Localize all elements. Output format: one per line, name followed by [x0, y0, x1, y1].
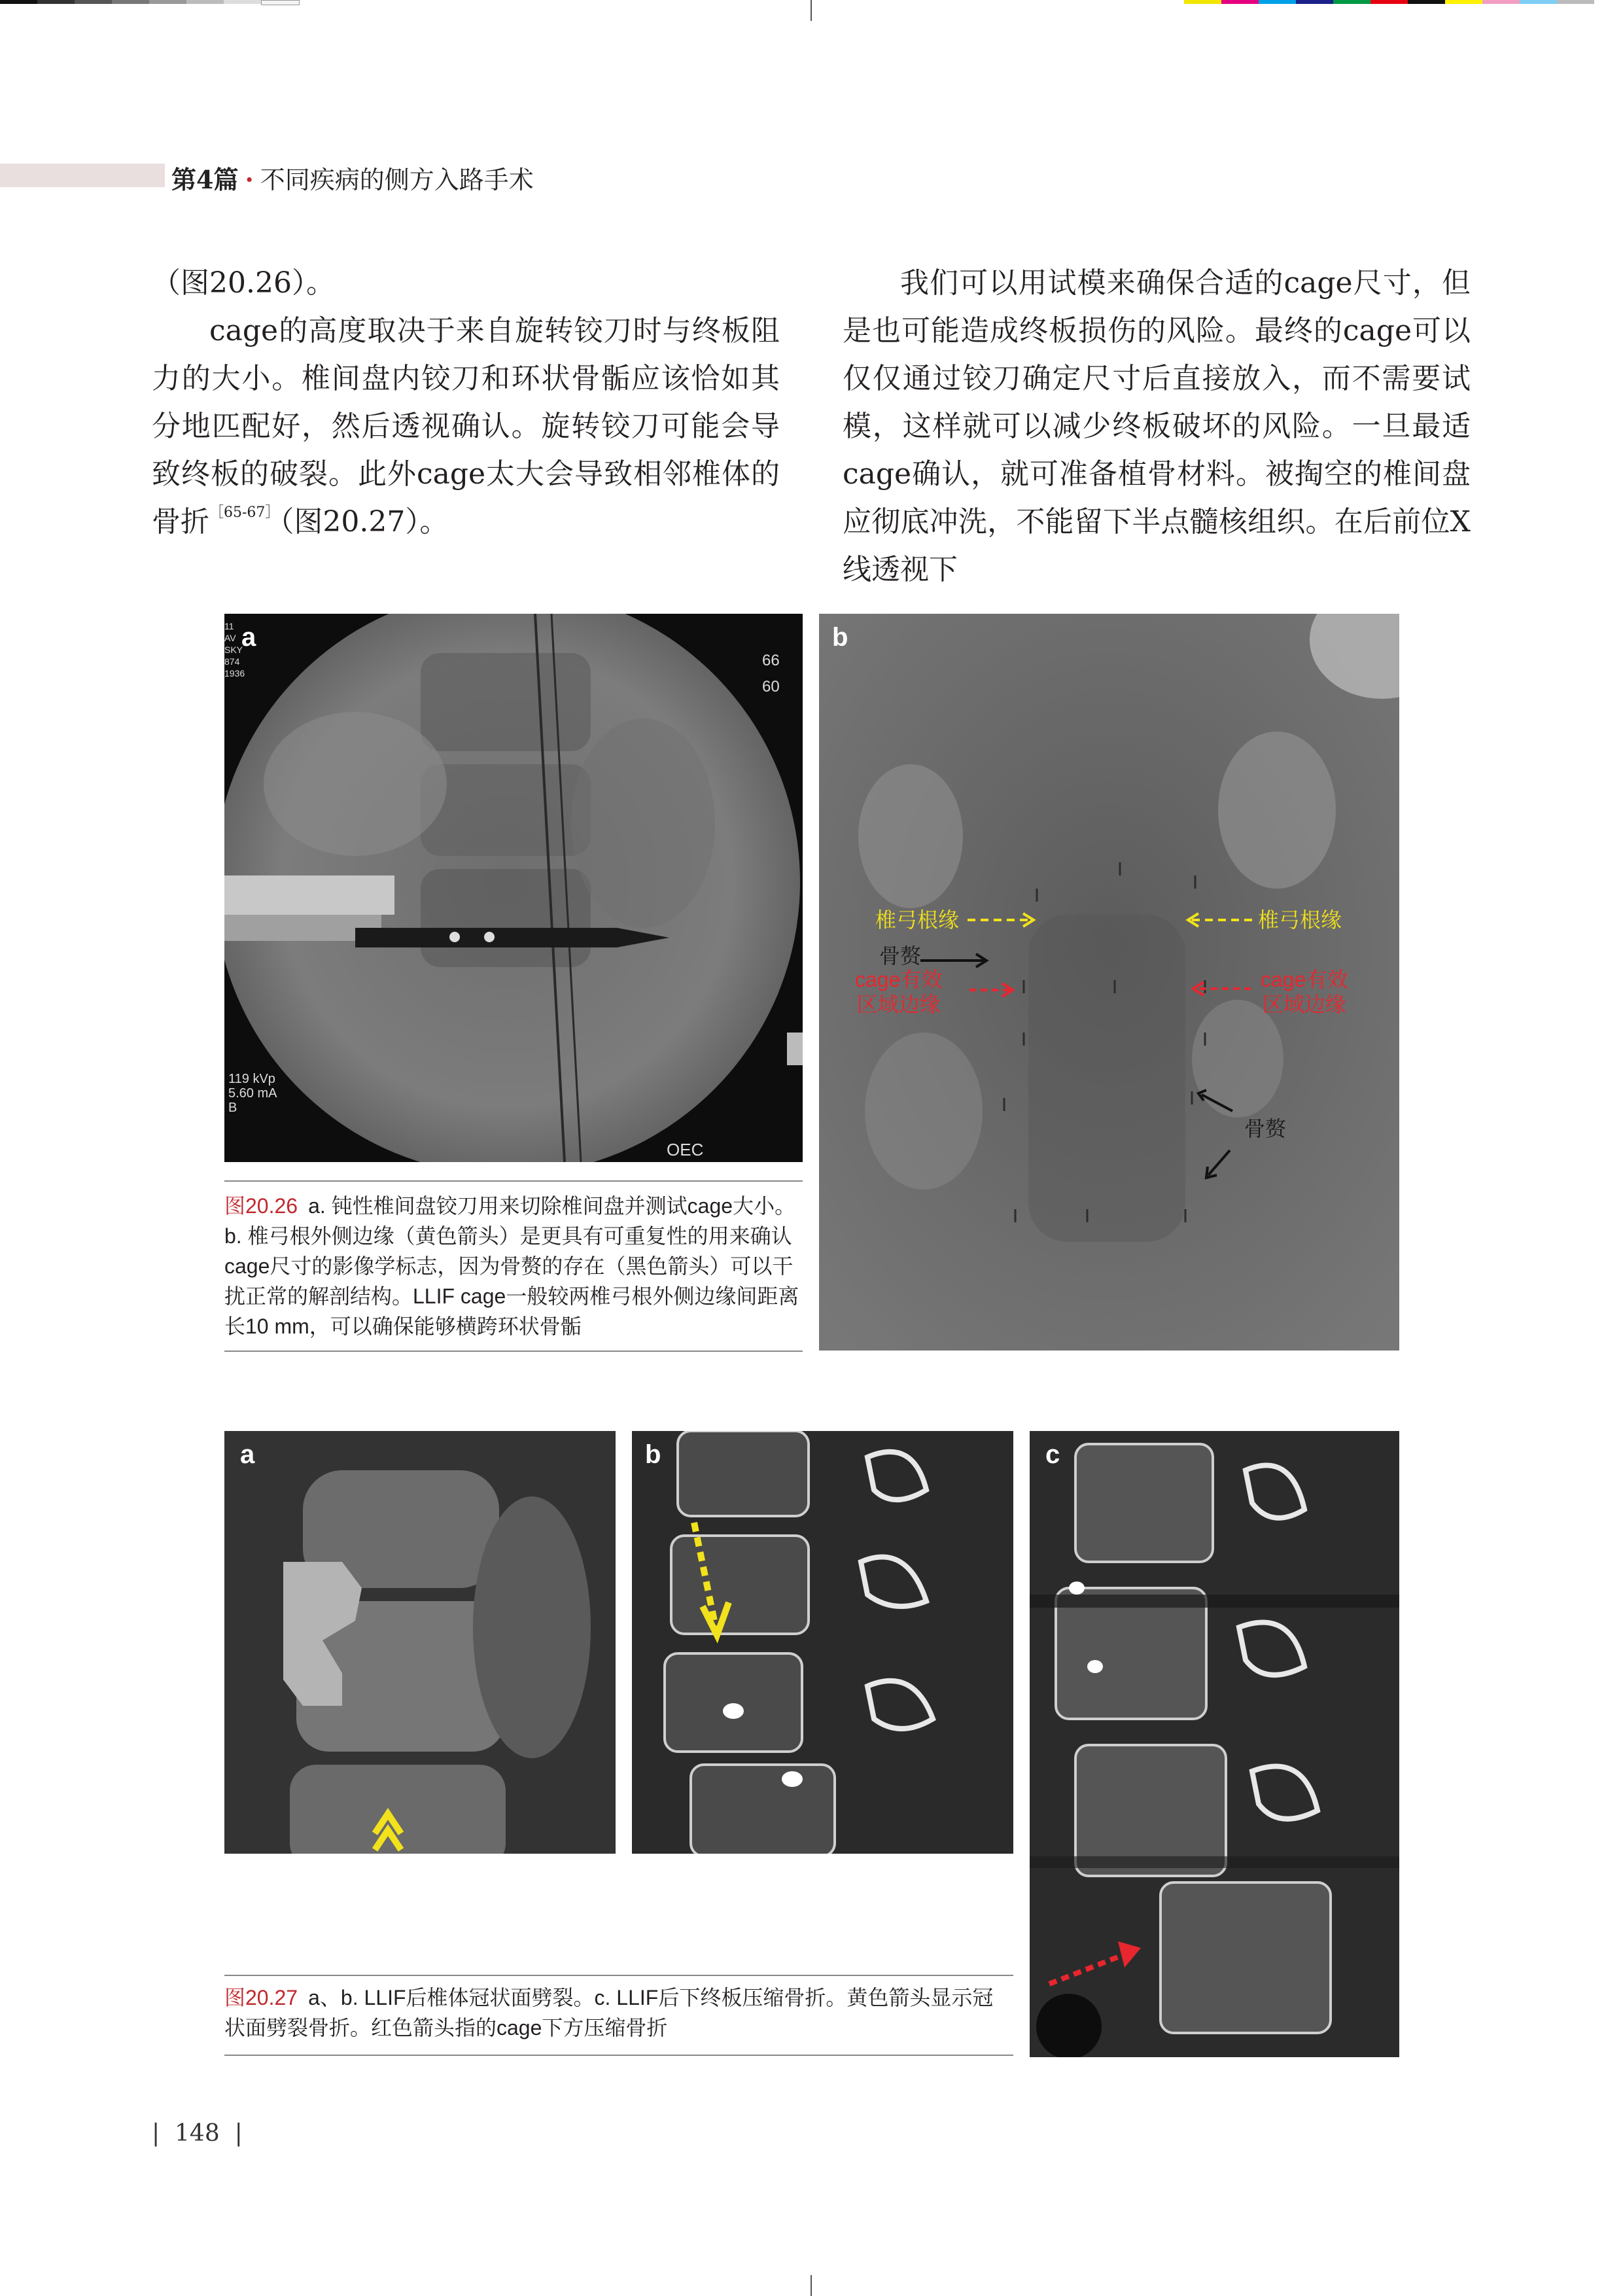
page-number-right-bar: | [219, 2120, 243, 2147]
grayscale-calibration-bar [0, 0, 300, 4]
fig-20-26-caption-text: a. 钝性椎间盘铰刀用来切除椎间盘并测试cage大小。 b. 椎弓根外侧边缘（黄色箭头）是更具有可重复性的用来确认cage尺寸的影像学标志，因为骨赘的存在（黑色箭头）可以干扰正常的解剖结构。LLIF cage一般较两椎弓根外侧边缘间距离长10 mm，可以确保能够横跨环状骨骺 [224, 1194, 799, 1338]
fig-20-27-caption-text: a、b. LLIF后椎体冠状面劈裂。c. LLIF后下终板压缩骨折。黄色箭头显示冠状面劈裂骨折。红色箭头指的cage下方压缩骨折 [224, 1986, 994, 2040]
fig-20-26-caption-label: 图20.26 [224, 1194, 298, 1218]
ct-coronal-illustration-a [224, 1431, 616, 1854]
body-column-right [843, 259, 1471, 593]
label-osteophyte-right: 骨赘 [1244, 1117, 1287, 1140]
header-separator: · [245, 165, 254, 194]
header-part: 第4篇 [171, 165, 239, 194]
page-number-value: 148 [175, 2120, 220, 2147]
label-osteophyte-left: 骨赘 [879, 944, 922, 968]
body-column-left [152, 259, 780, 546]
ct-sagittal-illustration-c [1030, 1431, 1399, 2057]
page-number-left-bar: | [152, 2120, 175, 2147]
crop-mark-top [811, 0, 812, 21]
body-paragraph-tail: （图20.27）。 [279, 505, 449, 539]
caption-rule-top [224, 1975, 1013, 1976]
fig-20-26-caption [224, 1191, 803, 1341]
overlay-kv-readout: 66 60 [762, 652, 780, 696]
fig-20-27-caption [224, 1983, 1013, 2043]
page-number [152, 2120, 243, 2147]
fluoro-illustration [224, 614, 803, 1162]
caption-rule-bottom [224, 1351, 803, 1352]
overlay-exposure-readout: 119 kVp 5.60 mA B [228, 1072, 277, 1115]
header-title: 不同疾病的侧方入路手术 [260, 166, 534, 194]
ct-sagittal-illustration-b [632, 1431, 1013, 1854]
panel-label-b: b [832, 623, 848, 652]
citation-ref: ［65-67］ [209, 504, 280, 521]
body-paragraph-right: 我们可以用试模来确保合适的cage尺寸，但是也可能造成终板损伤的风险。最终的cage可以仅仅通过铰刀确定尺寸后直接放入，而不需要试模，这样就可以减少终板破坏的风险。一旦最适cage确认，就可准备植骨材料。被掏空的椎间盘应彻底冲洗，不能留下半点髓核组织。在后前位X线透视下 [843, 266, 1471, 586]
color-calibration-bar [1184, 0, 1594, 4]
caption-rule-bottom [224, 2055, 1013, 2056]
running-header [171, 160, 534, 196]
fig-20-27c-ct-image [1030, 1431, 1399, 2057]
fig-20-26a-fluoro-image [224, 614, 803, 1162]
label-pedicle-margin-left: 椎弓根缘 [875, 908, 960, 932]
body-line-fig-ref: （图20.26）。 [152, 266, 335, 300]
caption-rule-top [224, 1180, 803, 1182]
body-paragraph-text: cage的高度取决于来自旋转铰刀时与终板阻力的大小。椎间盘内铰刀和环状骨骺应该恰如其分地匹配好，然后透视确认。旋转铰刀可能会导致终板的破裂。此外cage太大会导致相邻椎体的骨折 [152, 314, 780, 539]
fig-20-27-caption-label: 图20.27 [224, 1986, 298, 2009]
crop-mark-bottom [811, 2275, 812, 2296]
fig-20-26b-fluoro-image [819, 614, 1399, 1351]
label-pedicle-margin-right: 椎弓根缘 [1258, 908, 1342, 932]
overlay-top-left: 11 AV SKY 874 1936 [224, 621, 245, 679]
panel-label-b: b [645, 1440, 661, 1469]
label-cage-zone-right: cage有效 区域边缘 [1261, 968, 1348, 1016]
panel-label-c: c [1045, 1440, 1060, 1469]
fig-20-27b-ct-image [632, 1431, 1013, 1854]
label-cage-zone-left: cage有效 区域边缘 [855, 968, 943, 1016]
overlay-vendor-mark: OEC [667, 1140, 704, 1159]
panel-label-a: a [240, 1440, 255, 1469]
body-paragraph [152, 307, 780, 546]
header-accent-bar [0, 164, 165, 187]
panel-label-a: a [241, 623, 256, 652]
fig-20-27a-ct-image [224, 1431, 616, 1854]
